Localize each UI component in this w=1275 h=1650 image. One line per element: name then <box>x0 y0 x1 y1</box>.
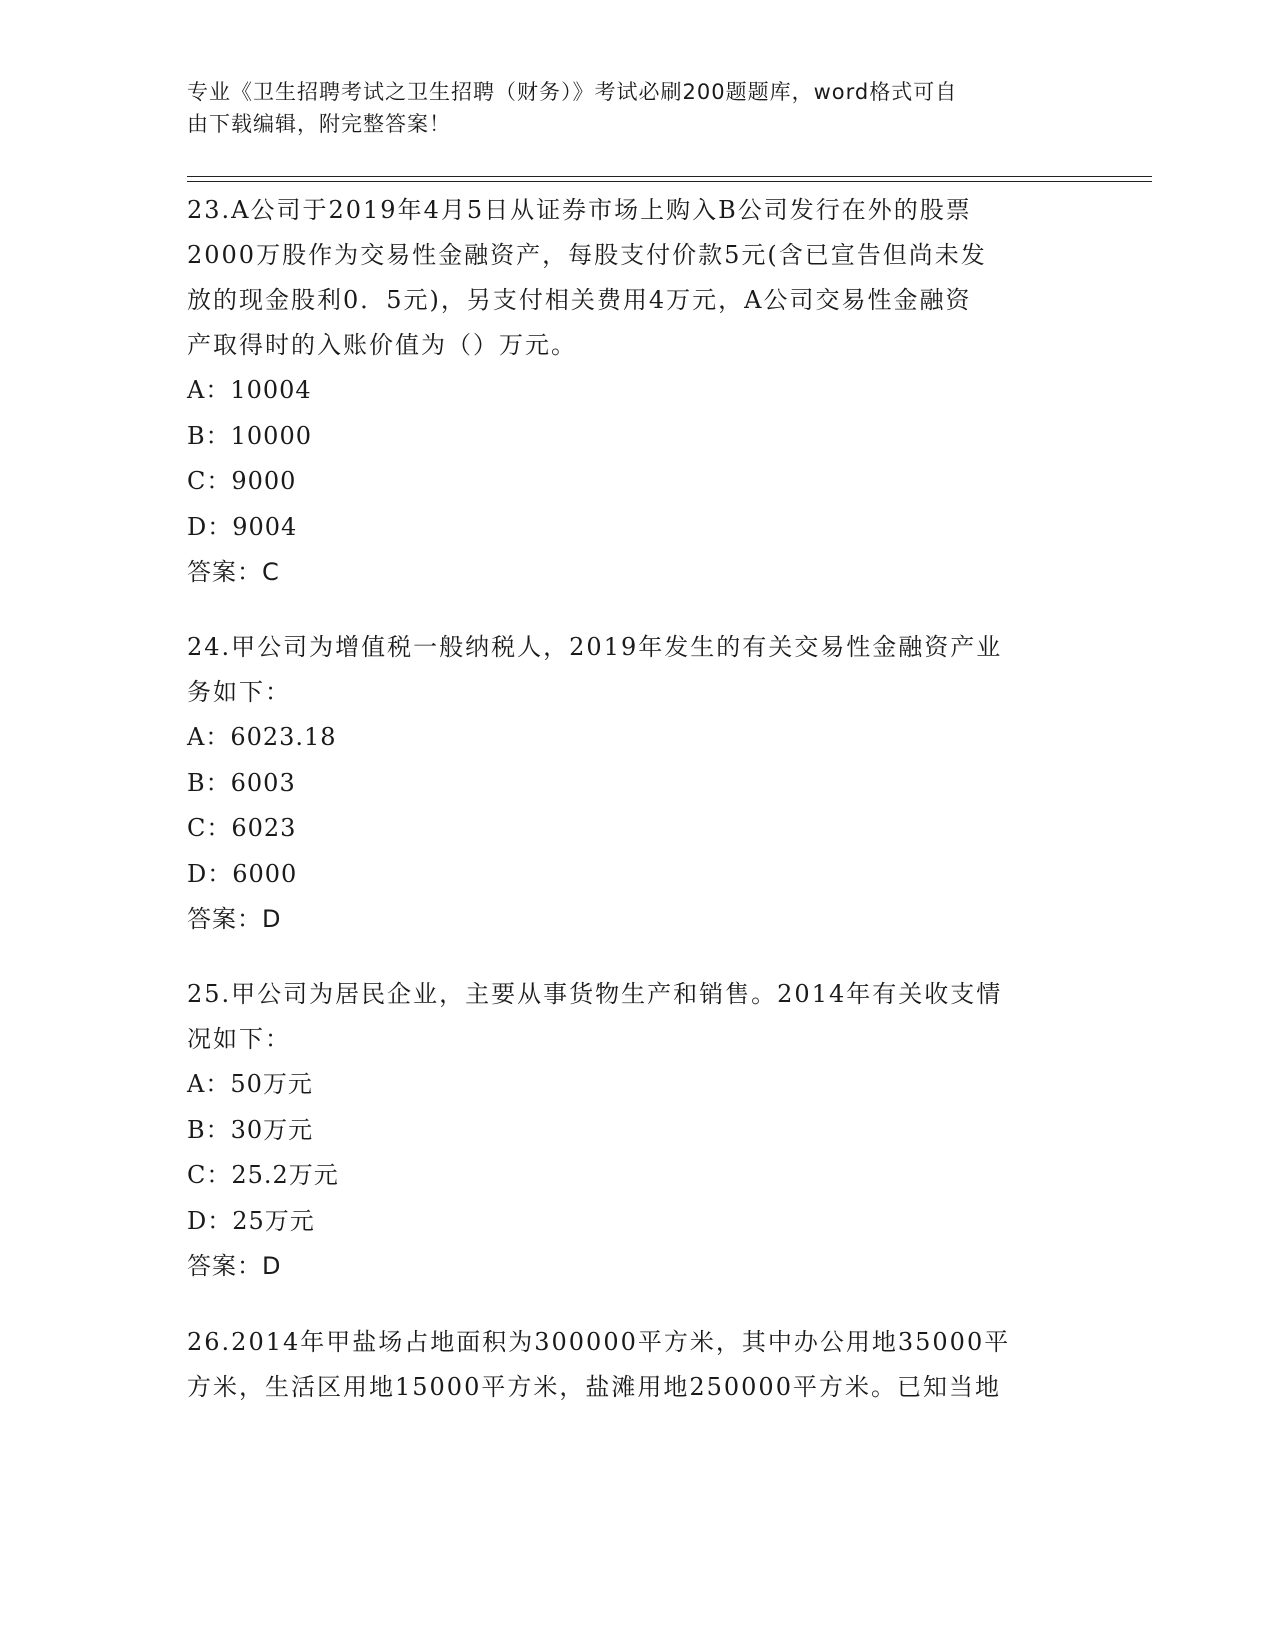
question-25 <box>187 972 1087 1289</box>
answer-label: 答案：D <box>187 905 282 933</box>
question-26 <box>187 1320 1087 1410</box>
option-d: D：25万元 <box>187 1206 315 1235</box>
option-d: D：6000 <box>187 859 298 888</box>
option-c: C：9000 <box>187 467 297 495</box>
option-d: D：9004 <box>187 512 298 541</box>
answer-label: 答案：D <box>187 1252 282 1280</box>
option-a: A：6023.18 <box>187 723 337 751</box>
question-stem: 25.甲公司为居民企业，主要从事货物生产和销售。2014年有关收支情 况如下： <box>187 980 1003 1053</box>
question-stem: 24.甲公司为增值税一般纳税人，2019年发生的有关交易性金融资产业 务如下： <box>187 633 1003 706</box>
option-c: C：25.2万元 <box>187 1161 339 1189</box>
option-c: C：6023 <box>187 814 297 842</box>
header-line-1: 专业《卫生招聘考试之卫生招聘（财务）》考试必刷200题题库，word格式可自 <box>187 80 958 104</box>
option-a: A：10004 <box>187 376 312 404</box>
option-b: B：10000 <box>187 421 312 450</box>
header-divider-top <box>187 176 1152 177</box>
document-header <box>187 76 1067 140</box>
question-23 <box>187 188 1087 595</box>
answer-label: 答案：C <box>187 558 280 586</box>
header-divider-bottom <box>187 181 1152 182</box>
question-stem: 23.A公司于2019年4月5日从证券市场上购入B公司发行在外的股票 2000万股作为交易性金融资产，每股支付价款5元(含已宣告但尚未发 放的现金股利0．5元)，另支付相关费用4万元，A公司交易性金融资 产取得时的入账价值为（）万元。 <box>187 196 987 359</box>
question-24 <box>187 625 1087 942</box>
option-a: A：50万元 <box>187 1070 313 1098</box>
header-line-2: 由下载编辑，附完整答案！ <box>187 112 451 136</box>
question-stem: 26.2014年甲盐场占地面积为300000平方米，其中办公用地35000平 方米，生活区用地15000平方米，盐滩用地250000平方米。已知当地 <box>187 1328 1011 1401</box>
option-b: B：30万元 <box>187 1115 314 1144</box>
option-b: B：6003 <box>187 768 296 797</box>
